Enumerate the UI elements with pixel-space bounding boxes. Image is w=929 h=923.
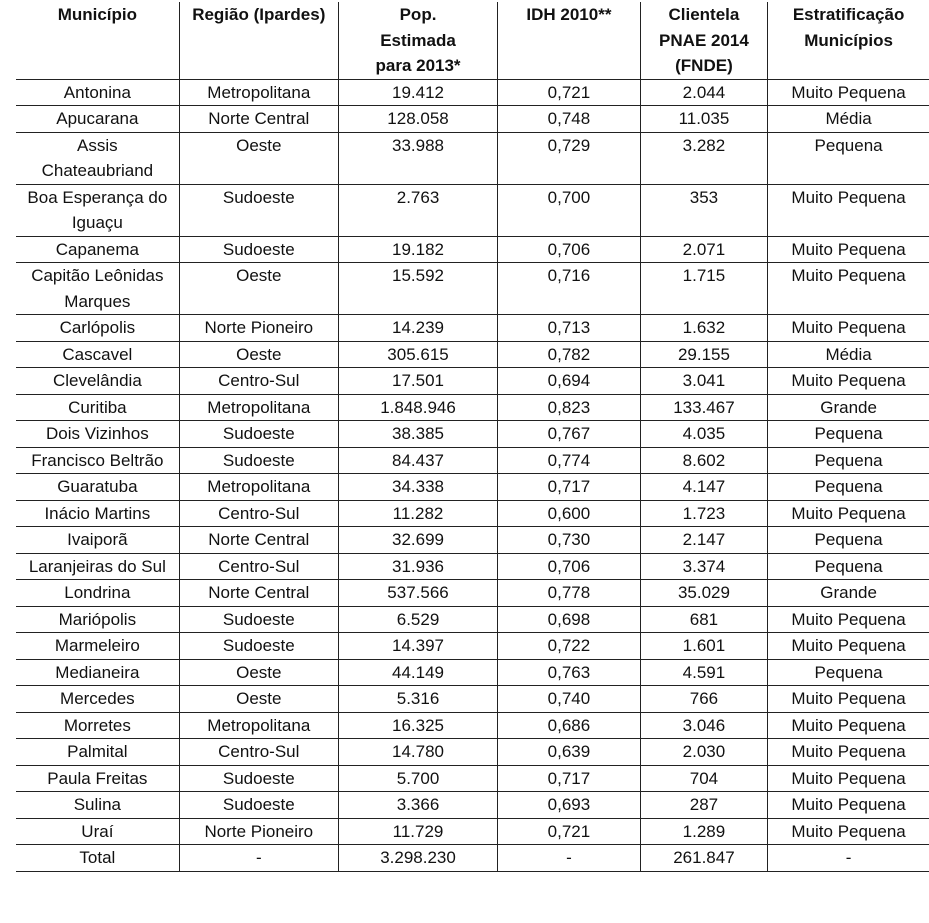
cell-populacao: 5.700 <box>338 765 497 792</box>
cell-regiao: Norte Central <box>179 527 338 554</box>
cell-idh: 0,767 <box>498 421 641 448</box>
cell-clientela: 2.030 <box>640 739 768 766</box>
cell-estratificacao: Pequena <box>768 132 929 184</box>
cell-estratificacao: Muito Pequena <box>768 368 929 395</box>
cell-estratificacao: Pequena <box>768 553 929 580</box>
cell-municipio: Paula Freitas <box>16 765 179 792</box>
table-row <box>16 500 929 527</box>
table-row <box>16 633 929 660</box>
cell-municipio: Francisco Beltrão <box>16 447 179 474</box>
table-row <box>16 132 929 184</box>
cell-populacao: 14.397 <box>338 633 497 660</box>
cell-estratificacao: Muito Pequena <box>768 818 929 845</box>
total-row <box>16 845 929 872</box>
table-row <box>16 106 929 133</box>
cell-municipio: Boa Esperança do Iguaçu <box>16 184 179 236</box>
cell-regiao: Sudoeste <box>179 633 338 660</box>
cell-regiao: Sudoeste <box>179 447 338 474</box>
cell-populacao: 84.437 <box>338 447 497 474</box>
table-row <box>16 184 929 236</box>
cell-clientela: 4.147 <box>640 474 768 501</box>
cell-regiao: Metropolitana <box>179 712 338 739</box>
cell-municipio: Marmeleiro <box>16 633 179 660</box>
cell-estratificacao: Muito Pequena <box>768 500 929 527</box>
cell-clientela: 1.289 <box>640 818 768 845</box>
table-row <box>16 474 929 501</box>
cell-regiao: Metropolitana <box>179 79 338 106</box>
cell-clientela: 133.467 <box>640 394 768 421</box>
cell-estratificacao: Pequena <box>768 474 929 501</box>
municipalities-table <box>16 2 929 872</box>
cell-regiao: - <box>179 845 338 872</box>
cell-municipio: Cascavel <box>16 341 179 368</box>
cell-clientela: 1.715 <box>640 263 768 315</box>
cell-regiao: Sudoeste <box>179 184 338 236</box>
cell-populacao: 16.325 <box>338 712 497 739</box>
cell-estratificacao: Pequena <box>768 659 929 686</box>
cell-clientela: 261.847 <box>640 845 768 872</box>
cell-idh: 0,694 <box>498 368 641 395</box>
cell-regiao: Oeste <box>179 341 338 368</box>
table-row <box>16 606 929 633</box>
table-row <box>16 792 929 819</box>
cell-clientela: 353 <box>640 184 768 236</box>
cell-clientela: 1.723 <box>640 500 768 527</box>
cell-estratificacao: Pequena <box>768 421 929 448</box>
cell-idh: 0,778 <box>498 580 641 607</box>
cell-regiao: Sudoeste <box>179 765 338 792</box>
table-row <box>16 527 929 554</box>
cell-municipio: Ivaiporã <box>16 527 179 554</box>
cell-idh: 0,763 <box>498 659 641 686</box>
cell-idh: 0,716 <box>498 263 641 315</box>
cell-populacao: 5.316 <box>338 686 497 713</box>
cell-clientela: 29.155 <box>640 341 768 368</box>
cell-populacao: 537.566 <box>338 580 497 607</box>
cell-municipio: Assis Chateaubriand <box>16 132 179 184</box>
cell-municipio: Palmital <box>16 739 179 766</box>
cell-municipio: Curitiba <box>16 394 179 421</box>
header-idh: IDH 2010** <box>498 2 641 79</box>
cell-municipio: Clevelândia <box>16 368 179 395</box>
cell-clientela: 3.046 <box>640 712 768 739</box>
cell-populacao: 14.780 <box>338 739 497 766</box>
cell-idh: 0,782 <box>498 341 641 368</box>
table-row <box>16 739 929 766</box>
cell-municipio: Mariópolis <box>16 606 179 633</box>
cell-idh: 0,693 <box>498 792 641 819</box>
cell-regiao: Metropolitana <box>179 474 338 501</box>
cell-clientela: 4.035 <box>640 421 768 448</box>
cell-idh: 0,823 <box>498 394 641 421</box>
cell-estratificacao: Média <box>768 106 929 133</box>
cell-clientela: 3.282 <box>640 132 768 184</box>
cell-municipio: Antonina <box>16 79 179 106</box>
cell-idh: 0,706 <box>498 553 641 580</box>
cell-populacao: 15.592 <box>338 263 497 315</box>
cell-estratificacao: Muito Pequena <box>768 236 929 263</box>
cell-populacao: 32.699 <box>338 527 497 554</box>
cell-regiao: Oeste <box>179 659 338 686</box>
cell-municipio: Inácio Martins <box>16 500 179 527</box>
table-row <box>16 394 929 421</box>
cell-municipio: Guaratuba <box>16 474 179 501</box>
cell-estratificacao: Muito Pequena <box>768 606 929 633</box>
cell-populacao: 44.149 <box>338 659 497 686</box>
cell-municipio: Sulina <box>16 792 179 819</box>
cell-municipio: Medianeira <box>16 659 179 686</box>
cell-populacao: 1.848.946 <box>338 394 497 421</box>
cell-regiao: Sudoeste <box>179 792 338 819</box>
cell-populacao: 19.412 <box>338 79 497 106</box>
cell-estratificacao: - <box>768 845 929 872</box>
cell-populacao: 128.058 <box>338 106 497 133</box>
cell-idh: 0,698 <box>498 606 641 633</box>
cell-estratificacao: Muito Pequena <box>768 263 929 315</box>
cell-regiao: Norte Pioneiro <box>179 315 338 342</box>
cell-clientela: 8.602 <box>640 447 768 474</box>
cell-estratificacao: Grande <box>768 394 929 421</box>
cell-populacao: 17.501 <box>338 368 497 395</box>
table-row <box>16 368 929 395</box>
cell-municipio: Total <box>16 845 179 872</box>
cell-municipio: Capanema <box>16 236 179 263</box>
cell-municipio: Carlópolis <box>16 315 179 342</box>
cell-estratificacao: Muito Pequena <box>768 739 929 766</box>
cell-regiao: Metropolitana <box>179 394 338 421</box>
cell-clientela: 11.035 <box>640 106 768 133</box>
cell-municipio: Londrina <box>16 580 179 607</box>
table-row <box>16 659 929 686</box>
cell-estratificacao: Grande <box>768 580 929 607</box>
cell-estratificacao: Muito Pequena <box>768 712 929 739</box>
cell-regiao: Sudoeste <box>179 606 338 633</box>
cell-idh: 0,721 <box>498 79 641 106</box>
cell-idh: 0,729 <box>498 132 641 184</box>
cell-estratificacao: Muito Pequena <box>768 79 929 106</box>
cell-clientela: 2.071 <box>640 236 768 263</box>
cell-idh: 0,717 <box>498 765 641 792</box>
cell-populacao: 3.298.230 <box>338 845 497 872</box>
cell-regiao: Sudoeste <box>179 421 338 448</box>
cell-municipio: Morretes <box>16 712 179 739</box>
cell-populacao: 38.385 <box>338 421 497 448</box>
cell-idh: 0,717 <box>498 474 641 501</box>
cell-populacao: 33.988 <box>338 132 497 184</box>
header-populacao: Pop. Estimada para 2013* <box>338 2 497 79</box>
cell-idh: 0,706 <box>498 236 641 263</box>
cell-municipio: Uraí <box>16 818 179 845</box>
cell-populacao: 11.282 <box>338 500 497 527</box>
cell-regiao: Sudoeste <box>179 236 338 263</box>
cell-idh: 0,740 <box>498 686 641 713</box>
cell-clientela: 4.591 <box>640 659 768 686</box>
cell-clientela: 287 <box>640 792 768 819</box>
cell-estratificacao: Muito Pequena <box>768 686 929 713</box>
cell-municipio: Mercedes <box>16 686 179 713</box>
cell-idh: 0,774 <box>498 447 641 474</box>
cell-regiao: Norte Central <box>179 106 338 133</box>
cell-idh: - <box>498 845 641 872</box>
table-body <box>16 79 929 871</box>
cell-idh: 0,639 <box>498 739 641 766</box>
table-row <box>16 315 929 342</box>
table-row <box>16 79 929 106</box>
cell-idh: 0,700 <box>498 184 641 236</box>
cell-municipio: Capitão Leônidas Marques <box>16 263 179 315</box>
table-row <box>16 553 929 580</box>
cell-populacao: 31.936 <box>338 553 497 580</box>
cell-regiao: Norte Pioneiro <box>179 818 338 845</box>
cell-clientela: 2.147 <box>640 527 768 554</box>
cell-estratificacao: Muito Pequena <box>768 184 929 236</box>
cell-estratificacao: Média <box>768 341 929 368</box>
header-row <box>16 2 929 79</box>
cell-idh: 0,600 <box>498 500 641 527</box>
cell-clientela: 2.044 <box>640 79 768 106</box>
cell-regiao: Centro-Sul <box>179 739 338 766</box>
cell-clientela: 704 <box>640 765 768 792</box>
table-row <box>16 341 929 368</box>
table-row <box>16 421 929 448</box>
cell-regiao: Centro-Sul <box>179 553 338 580</box>
header-municipio: Município <box>16 2 179 79</box>
cell-populacao: 19.182 <box>338 236 497 263</box>
cell-municipio: Apucarana <box>16 106 179 133</box>
cell-estratificacao: Muito Pequena <box>768 633 929 660</box>
cell-regiao: Centro-Sul <box>179 368 338 395</box>
cell-regiao: Centro-Sul <box>179 500 338 527</box>
table-row <box>16 447 929 474</box>
cell-municipio: Dois Vizinhos <box>16 421 179 448</box>
cell-regiao: Oeste <box>179 686 338 713</box>
table-row <box>16 765 929 792</box>
cell-estratificacao: Pequena <box>768 527 929 554</box>
header-clientela: Clientela PNAE 2014 (FNDE) <box>640 2 768 79</box>
cell-estratificacao: Muito Pequena <box>768 315 929 342</box>
cell-clientela: 3.374 <box>640 553 768 580</box>
header-estratificacao: Estratificação Municípios <box>768 2 929 79</box>
cell-idh: 0,686 <box>498 712 641 739</box>
table-row <box>16 263 929 315</box>
cell-clientela: 1.632 <box>640 315 768 342</box>
cell-regiao: Oeste <box>179 132 338 184</box>
cell-idh: 0,721 <box>498 818 641 845</box>
cell-clientela: 35.029 <box>640 580 768 607</box>
cell-idh: 0,748 <box>498 106 641 133</box>
cell-clientela: 3.041 <box>640 368 768 395</box>
cell-populacao: 3.366 <box>338 792 497 819</box>
cell-clientela: 1.601 <box>640 633 768 660</box>
cell-estratificacao: Muito Pequena <box>768 792 929 819</box>
cell-clientela: 681 <box>640 606 768 633</box>
table-row <box>16 818 929 845</box>
table-row <box>16 712 929 739</box>
cell-idh: 0,722 <box>498 633 641 660</box>
cell-populacao: 14.239 <box>338 315 497 342</box>
cell-idh: 0,730 <box>498 527 641 554</box>
cell-populacao: 34.338 <box>338 474 497 501</box>
cell-populacao: 2.763 <box>338 184 497 236</box>
cell-populacao: 305.615 <box>338 341 497 368</box>
table-row <box>16 686 929 713</box>
cell-regiao: Oeste <box>179 263 338 315</box>
cell-populacao: 11.729 <box>338 818 497 845</box>
table-row <box>16 580 929 607</box>
cell-populacao: 6.529 <box>338 606 497 633</box>
cell-regiao: Norte Central <box>179 580 338 607</box>
cell-clientela: 766 <box>640 686 768 713</box>
cell-estratificacao: Muito Pequena <box>768 765 929 792</box>
cell-estratificacao: Pequena <box>768 447 929 474</box>
cell-idh: 0,713 <box>498 315 641 342</box>
header-regiao: Região (Ipardes) <box>179 2 338 79</box>
table-row <box>16 236 929 263</box>
cell-municipio: Laranjeiras do Sul <box>16 553 179 580</box>
